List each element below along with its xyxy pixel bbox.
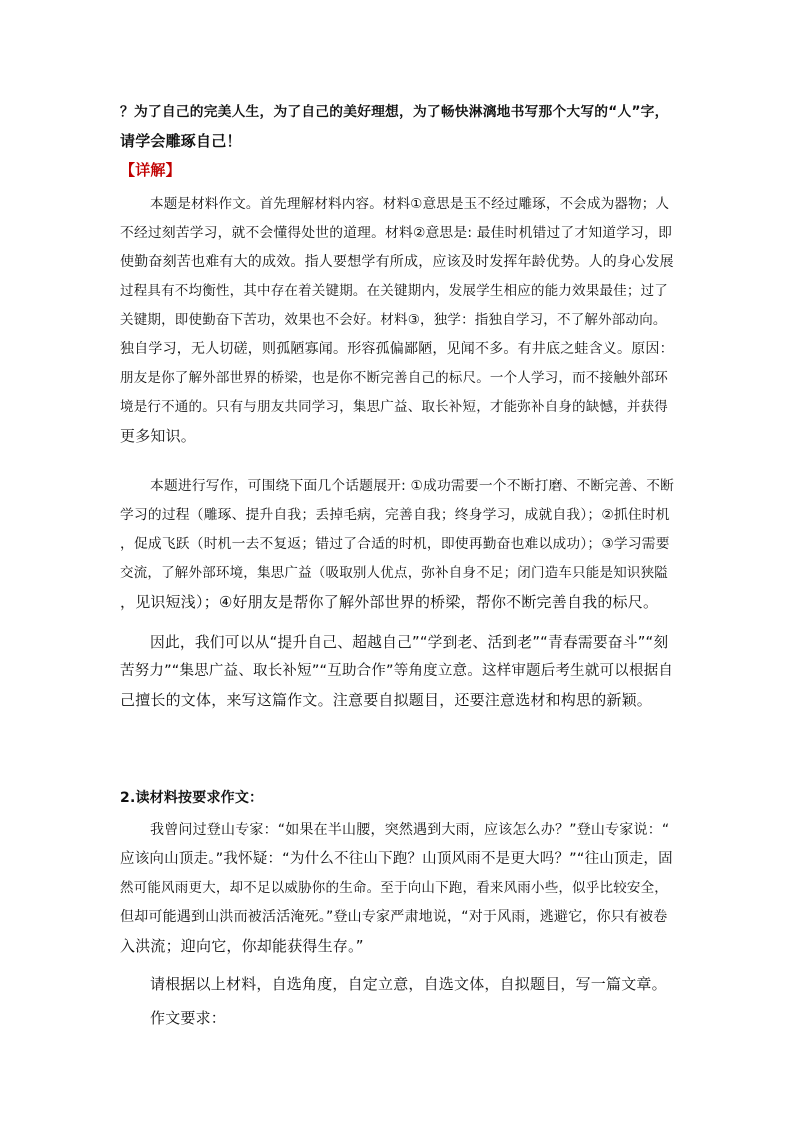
top-paragraph xyxy=(120,98,675,156)
text-line: ？为了自己的完美人生，为了自己的美好理想，为了畅快淋漓地书写那个大写的“人”字， xyxy=(120,104,669,120)
text-line: 我曾问过登山专家：“如果在半山腰，突然遇到大雨，应该怎么办？”登山专家说：“ xyxy=(150,822,670,838)
text-line: ，促成飞跃（时机一去不复返；错过了合适的时机，即使再勤奋也难以成功）；③学习需要 xyxy=(120,536,670,552)
text-line: 但却可能遇到山洪而被活活淹死。”登山专家严肃地说，“对于风雨，逃避它，你只有被卷 xyxy=(120,909,668,925)
text-line: 本题是材料作文。首先理解材料内容。材料①意思是玉不经过雕琢，不会成为器物；人 xyxy=(150,196,670,212)
question-title: 2.读材料按要求作文： xyxy=(120,790,264,806)
text-line: 不经过刻苦学习，就不会懂得处世的道理。材料②意思是: 最佳时机错过了才知道学习，即 xyxy=(120,225,673,241)
text-line: 朋友是你了解外部世界的桥梁，也是你不断完善自己的标尺。一个人学习，而不接触外部环 xyxy=(120,370,668,386)
text-line: 请学会雕琢自己！ xyxy=(120,132,242,150)
text-line: 苦努力”“集思广益、取长补短”“互助合作”等角度立意。这样审题后考生就可以根据自 xyxy=(120,663,674,679)
text-line: 然可能风雨更大，却不足以威胁你的生命。至于向山下跑，看来风雨小些，似乎比较安全， xyxy=(120,880,668,896)
text-line: 关键期，即使勤奋下苦功，效果也不会好。材料③，独学：指独自学习，不了解外部动向。 xyxy=(120,312,667,328)
requirements-label: 作文要求： xyxy=(150,1009,227,1027)
analysis-paragraph-1 xyxy=(120,190,675,451)
question-2-material xyxy=(120,816,675,961)
question-2-requirements xyxy=(120,1004,675,1033)
text-line: 独自学习，无人切磋，则孤陋寡闻。形容孤偏鄙陋，见闻不多。有井底之蛙含义。原因： xyxy=(120,341,674,357)
text-line: 因此，我们可以从“提升自己、超越自己”“学到老、活到老”“青春需要奋斗”“刻 xyxy=(150,634,669,651)
text-line: 使勤奋刻苦也难有大的成效。指人要想学有所成，应该及时发挥年龄优势。人的身心发展 xyxy=(120,254,674,270)
text-line: 过程具有不均衡性，其中存在着关键期。在关键期内，发展学生相应的能力效果最佳；过了 xyxy=(120,283,668,299)
text-line: 学习的过程（雕琢、提升自我；丢掉毛病，完善自我；终身学习，成就自我）；②抓住时机 xyxy=(120,507,670,523)
question-2-title xyxy=(120,784,675,813)
text-line: 更多知识。 xyxy=(120,427,197,445)
text-line: ，见识短浅）；④好朋友是帮你了解外部世界的桥梁，帮你不断完善自我的标尺。 xyxy=(120,593,659,611)
analysis-paragraph-3 xyxy=(120,628,675,715)
text-line: 入洪流；迎向它，你却能获得生存。” xyxy=(120,937,364,955)
detail-heading xyxy=(120,156,675,185)
text-line: 己擅长的文体，来写这篇作文。注意要自拟题目，还要注意选材和构思的新颖。 xyxy=(120,691,653,709)
text-line: 交流，了解外部环境，集思广益（吸取别人优点，弥补自身不足；闭门造车只能是知识狭隘 xyxy=(120,565,668,581)
instruction-text: 请根据以上材料，自选角度，自定立意，自选文体，自拟题目，写一篇文章。 xyxy=(150,975,667,993)
text-line: 境是行不通的。只有与朋友共同学习，集思广益、取长补短，才能弥补自身的缺憾，并获得 xyxy=(120,399,668,415)
analysis-paragraph-2 xyxy=(120,472,675,617)
text-line: 本题进行写作，可围绕下面几个话题展开: ①成功需要一个不断打磨、不断完善、不断 xyxy=(150,478,675,494)
text-line: 应该向山顶走。”我怀疑：“为什么不往山下跑？山顶风雨不是更大吗？”“往山顶走，固 xyxy=(120,851,673,867)
detail-heading-text: 【详解】 xyxy=(120,161,181,179)
question-2-instruction xyxy=(120,970,675,999)
